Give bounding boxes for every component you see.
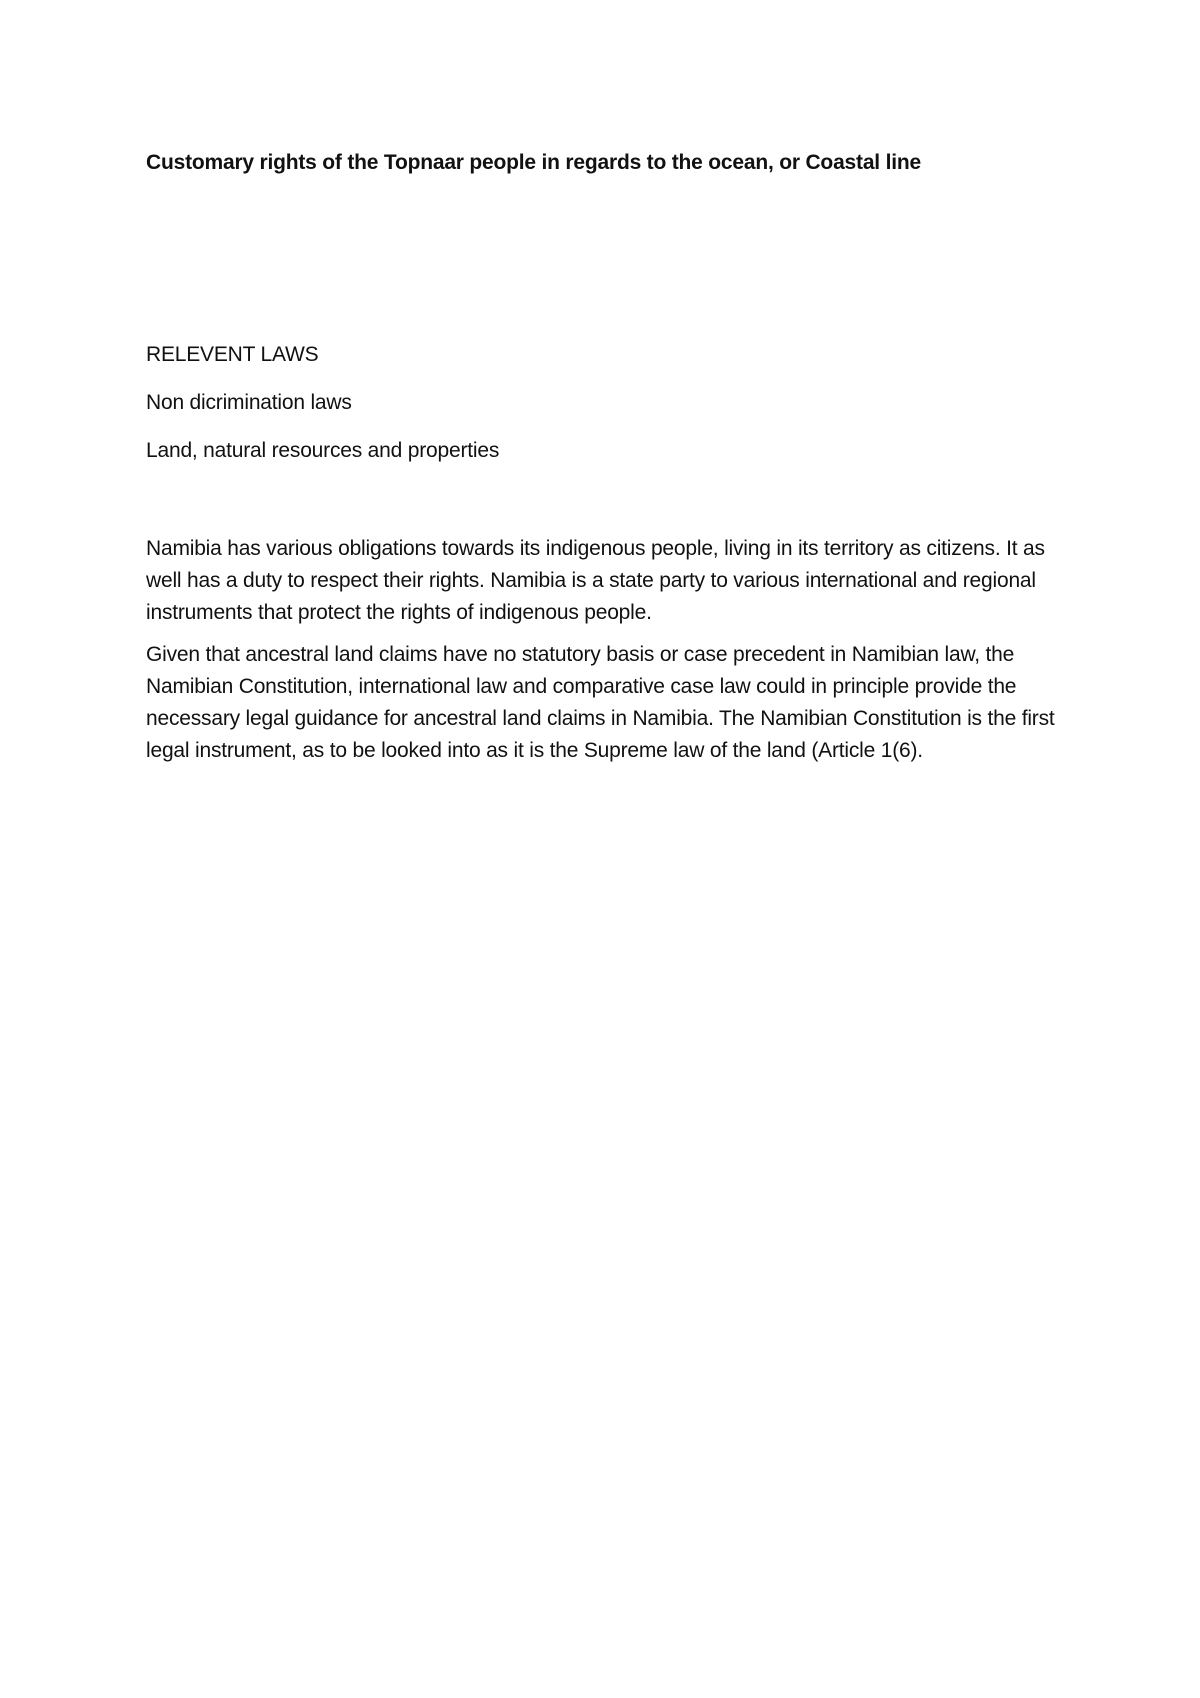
paragraph-ancestral-land-claims: Given that ancestral land claims have no statutory basis or case precedent in Namibian law, the Namibian Constitution, international law and comparative case law could in principle provide the necessary legal guidance for ancestral land claims in Namibia. The Namibian Constitution is the first legal instrument, as to be looked into as it is the Supreme law of the land (Article 1(6). <box>146 643 1055 762</box>
document-body <box>146 533 1066 777</box>
document-title: Customary rights of the Topnaar people in regards to the ocean, or Coastal line <box>146 151 921 174</box>
section-heading: RELEVENT LAWS <box>146 343 319 366</box>
relevant-laws-section <box>146 341 1046 485</box>
paragraph-obligations: Namibia has various obligations towards its indigenous people, living in its territory as citizens. It as well has a duty to respect their rights. Namibia is a state party to various international and regional instruments that protect the rights of indigenous people. <box>146 537 1045 624</box>
list-item-non-discrimination-laws: Non dicrimination laws <box>146 391 352 414</box>
list-item-land-resources-properties: Land, natural resources and properties <box>146 439 500 462</box>
